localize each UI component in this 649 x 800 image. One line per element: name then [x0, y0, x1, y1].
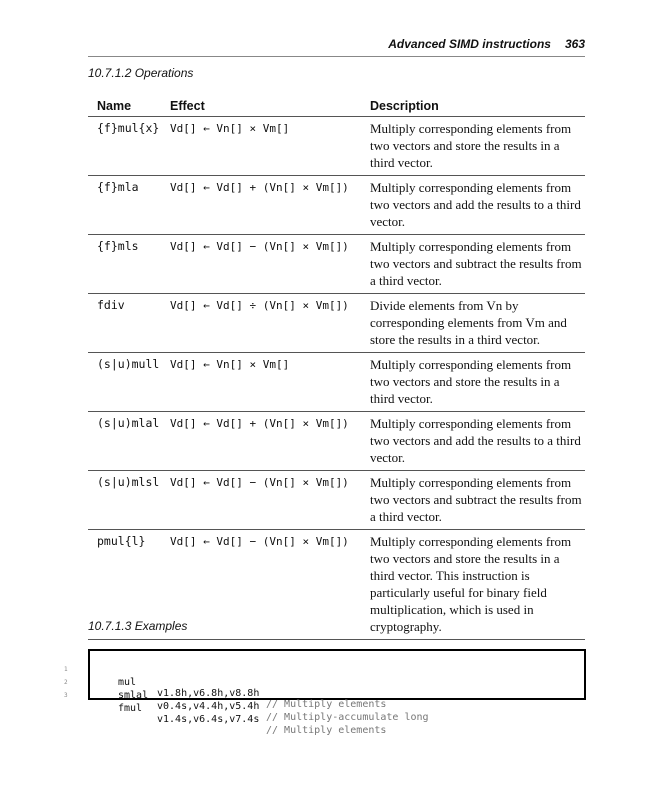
running-head-title: Advanced SIMD instructions — [388, 37, 551, 51]
code-comment: // Multiply-accumulate long — [266, 712, 429, 723]
table-row — [88, 412, 585, 471]
table-row — [88, 176, 585, 235]
operations-table — [88, 95, 585, 640]
instruction-description: Multiply corresponding elements from two vectors and store the results in a third vector. — [361, 353, 585, 412]
instruction-description: Multiply corresponding elements from two vectors and add the results to a third vector. — [361, 176, 585, 235]
instruction-name: {f}mul{x} — [88, 117, 161, 176]
code-comment: // Multiply elements — [266, 725, 387, 736]
instruction-name: (s|u)mlsl — [88, 471, 161, 530]
column-header-effect: Effect — [161, 95, 361, 117]
instruction-name: {f}mls — [88, 235, 161, 294]
code-opcode: mul — [118, 677, 137, 688]
table-row — [88, 471, 585, 530]
instruction-effect: Vd[] ← Vd[] + (Vn[] × Vm[]) — [161, 412, 361, 471]
line-number: 2 — [64, 679, 68, 686]
code-operands: v1.4s,v6.4s,v7.4s — [157, 714, 260, 725]
instruction-effect: Vd[] ← Vd[] + (Vn[] × Vm[]) — [161, 176, 361, 235]
code-comment: // Multiply elements — [266, 699, 387, 710]
column-header-name: Name — [88, 95, 161, 117]
code-operands: v1.8h,v6.8h,v8.8h — [157, 688, 260, 699]
line-number: 1 — [64, 666, 68, 673]
running-head — [88, 37, 585, 57]
instruction-description: Multiply corresponding elements from two vectors and add the results to a third vector. — [361, 412, 585, 471]
table-row — [88, 294, 585, 353]
instruction-name: pmul{l} — [88, 530, 161, 640]
code-operands: v0.4s,v4.4h,v5.4h — [157, 701, 260, 712]
instruction-description: Multiply corresponding elements from two vectors and store the results in a third vector. This instruction is particularly useful for binary field multiplication, which is used in cryptography. — [361, 530, 585, 640]
instruction-effect: Vd[] ← Vd[] − (Vn[] × Vm[]) — [161, 530, 361, 640]
instruction-name: (s|u)mlal — [88, 412, 161, 471]
header-rule — [88, 56, 585, 57]
instruction-description: Divide elements from Vn by corresponding elements from Vm and store the results in a third vector. — [361, 294, 585, 353]
section-heading-operations: 10.7.1.2 Operations — [88, 66, 194, 80]
instruction-description: Multiply corresponding elements from two vectors and store the results in a third vector. — [361, 117, 585, 176]
instruction-description: Multiply corresponding elements from two vectors and subtract the results from a third vector. — [361, 471, 585, 530]
table-row — [88, 235, 585, 294]
instruction-name: (s|u)mull — [88, 353, 161, 412]
instruction-effect: Vd[] ← Vn[] × Vm[] — [161, 353, 361, 412]
instruction-effect: Vd[] ← Vd[] − (Vn[] × Vm[]) — [161, 235, 361, 294]
instruction-description: Multiply corresponding elements from two vectors and subtract the results from a third vector. — [361, 235, 585, 294]
instruction-name: {f}mla — [88, 176, 161, 235]
code-opcode: fmul — [118, 703, 143, 714]
page-number: 363 — [564, 37, 585, 51]
table-row — [88, 117, 585, 176]
instruction-effect: Vd[] ← Vd[] ÷ (Vn[] × Vm[]) — [161, 294, 361, 353]
instruction-name: fdiv — [88, 294, 161, 353]
code-listing — [64, 649, 586, 736]
section-heading-examples: 10.7.1.3 Examples — [88, 619, 188, 633]
table-header-row — [88, 95, 585, 117]
table-row — [88, 353, 585, 412]
instruction-effect: Vd[] ← Vd[] − (Vn[] × Vm[]) — [161, 471, 361, 530]
column-header-description: Description — [361, 95, 585, 117]
line-number: 3 — [64, 692, 68, 699]
instruction-effect: Vd[] ← Vn[] × Vm[] — [161, 117, 361, 176]
code-opcode: smlal — [118, 690, 149, 701]
